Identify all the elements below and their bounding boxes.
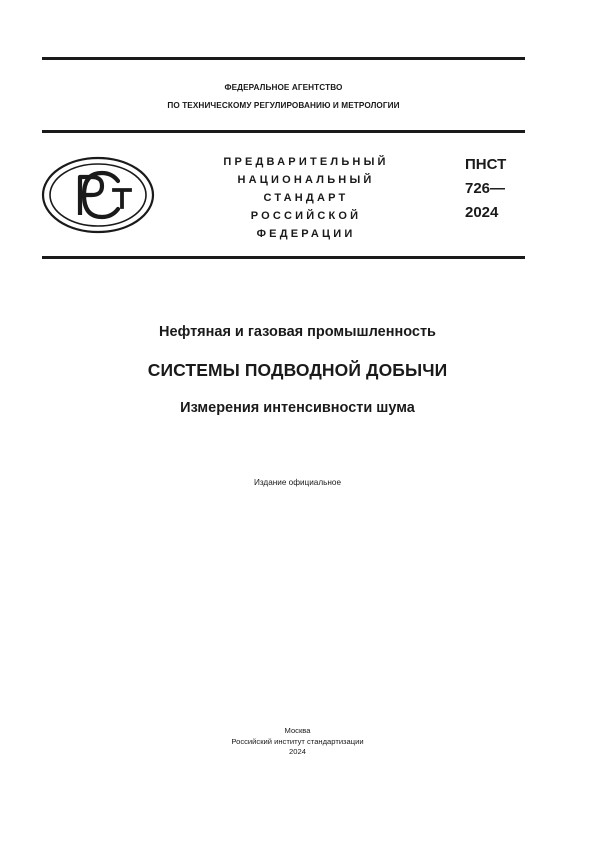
standard-type [200, 153, 412, 243]
document-title-industry: Нефтяная и газовая промышленность [159, 324, 436, 340]
standard-type-line: ПРЕДВАРИТЕЛЬНЫЙ [223, 156, 389, 168]
standard-code [465, 153, 506, 225]
imprint-year: 2024 [289, 747, 306, 756]
imprint [42, 726, 553, 758]
standard-code-year: 2024 [465, 204, 499, 221]
rst-emblem-icon [40, 155, 156, 235]
document-title-main: СИСТЕМЫ ПОДВОДНОЙ ДОБЫЧИ [147, 360, 448, 380]
document-title-subtitle: Измерения интенсивности шума [180, 400, 415, 416]
imprint-city: Москва [284, 726, 311, 735]
bottom-rule [42, 256, 525, 259]
standard-type-line: РОССИЙСКОЙ [250, 210, 362, 222]
top-rule [42, 57, 525, 60]
standard-code-prefix: ПНСТ [465, 156, 507, 173]
official-edition-label: Издание официальное [253, 478, 342, 487]
standard-type-line: НАЦИОНАЛЬНЫЙ [237, 174, 375, 186]
standard-type-line: ФЕДЕРАЦИИ [256, 228, 356, 240]
standard-code-number: 726— [465, 180, 506, 197]
middle-rule [42, 130, 525, 133]
agency-name-line1: ФЕДЕРАЛЬНОЕ АГЕНТСТВО [224, 83, 343, 92]
imprint-publisher: Российский институт стандартизации [231, 736, 364, 746]
agency-name-line2: ПО ТЕХНИЧЕСКОМУ РЕГУЛИРОВАНИЮ И МЕТРОЛОГИИ [167, 101, 400, 110]
standard-type-line: СТАНДАРТ [263, 192, 349, 204]
